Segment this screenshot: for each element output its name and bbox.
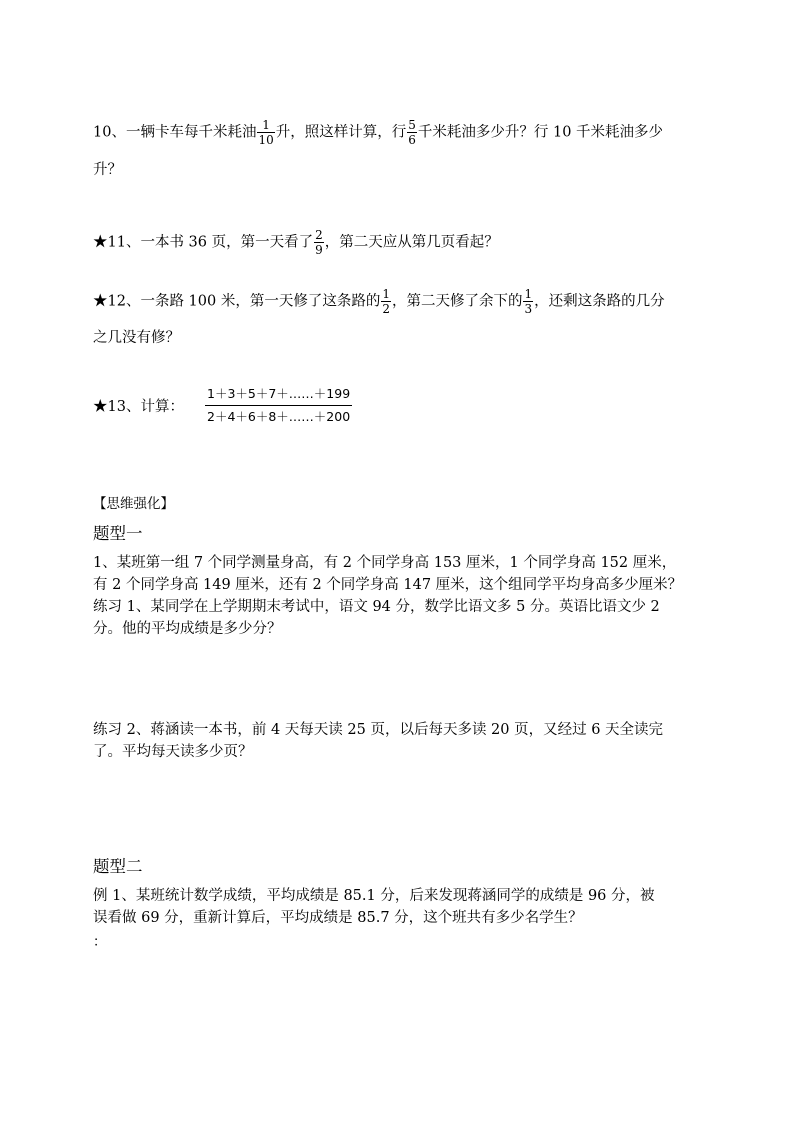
question-10-line-1 [93,118,663,147]
exercise-2-line-2: 了。平均每天读多少页？ [93,744,253,760]
q11-text-a: ★11、一本书 36 页，第一天看了 [93,234,314,251]
type-2-mark: ： [93,934,107,950]
q10-text-c: 千米耗油多少升？行 10 千米耗油多少 [417,124,664,141]
q13-numerator: 1＋3＋5＋7＋……＋199 [205,384,352,406]
type-1-line-2: 有 2 个同学身高 149 厘米，还有 2 个同学身高 147 厘米，这个组同学平均身高多少厘米？ [93,577,683,593]
type-1-line-4: 分。他的平均成绩是多少分？ [93,621,282,637]
q10-text-a: 10、一辆卡车每千米耗油 [93,124,257,141]
section-title: 【思维强化】 [93,496,174,512]
fraction-1-2: $\frac{1}{2}$ [382,287,390,316]
question-13-label: ★13、计算： [93,399,184,415]
question-12-line-1 [93,287,665,316]
type-1-heading: 题型一 [93,524,143,543]
question-13-fraction [205,384,352,427]
type-2-heading: 题型二 [93,857,143,876]
fraction-5-6: $\frac{5}{6}$ [408,118,416,147]
fraction-1-3: $\frac{1}{3}$ [524,287,533,316]
q12-text-b: ，第二天修了余下的 [391,293,523,310]
fraction-2-9: $\frac{2}{9}$ [315,228,323,257]
type-2-line-2: 误看做 69 分，重新计算后，平均成绩是 85.7 分，这个班共有多少名学生？ [93,910,583,926]
question-12-line-2: 之几没有修？ [93,330,180,346]
type-1-line-3: 练习 1、某同学在上学期期末考试中，语文 94 分，数学比语文多 5 分。英语比语文少 2 [93,599,660,615]
q12-text-a: ★12、一条路 100 米，第一天修了这条路的 [93,293,381,310]
q13-denominator: 2＋4＋6＋8＋……＋200 [207,409,351,424]
question-10-line-2: 升？ [93,162,122,178]
q11-text-b: ，第二天应从第几页看起？ [324,234,499,251]
q12-text-c: ，还剩这条路的几分 [534,293,665,310]
type-1-line-1: 1、某班第一组 7 个同学测量身高，有 2 个同学身高 153 厘米，1 个同学身高 152 厘米， [93,555,677,571]
q10-text-b: 升，照这样计算，行 [275,124,407,141]
type-2-line-1: 例 1、某班统计数学成绩，平均成绩是 85.1 分，后来发现蒋涵同学的成绩是 96 分，被 [93,888,655,904]
fraction-1-10: $\frac{1}{10}$ [258,118,274,147]
exercise-2-line-1: 练习 2、蒋涵读一本书，前 4 天每天读 25 页，以后每天多读 20 页，又经过 6 天全读完 [93,722,664,738]
question-11 [93,228,499,257]
